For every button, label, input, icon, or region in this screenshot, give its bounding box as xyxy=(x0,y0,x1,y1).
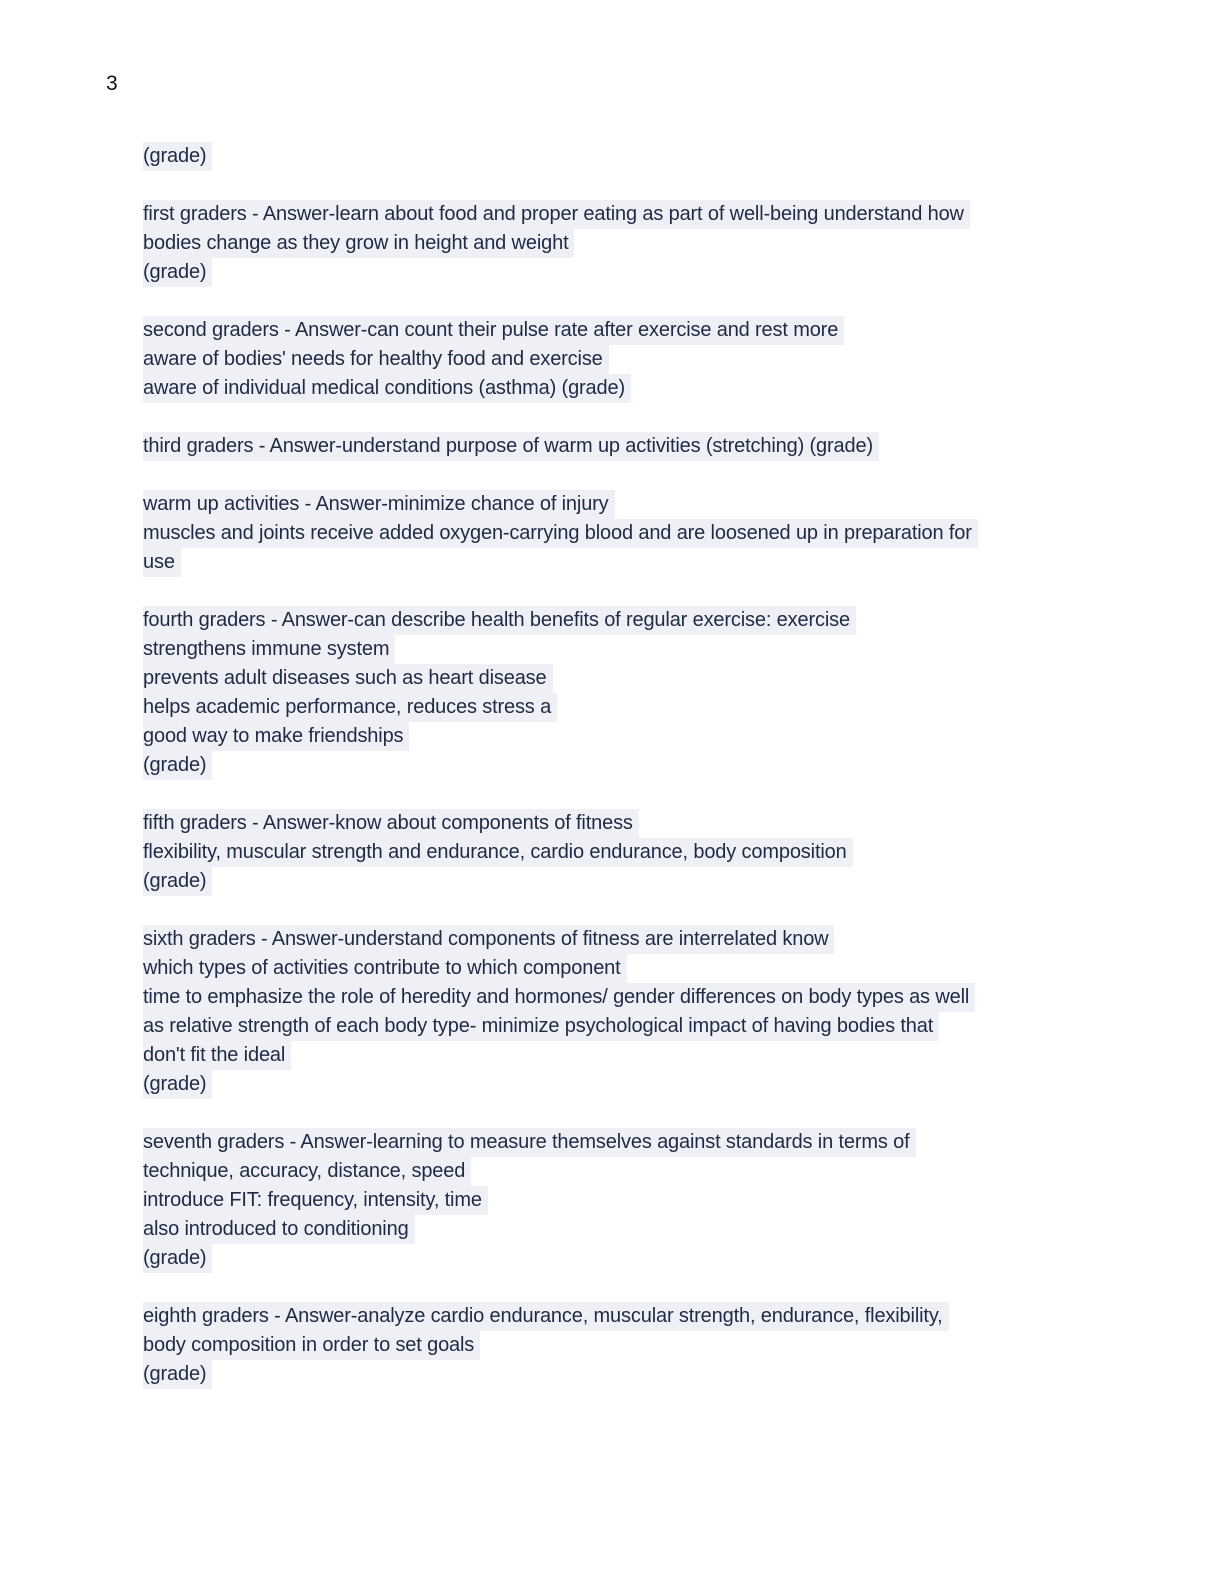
highlighted-text: (grade) xyxy=(143,1244,212,1273)
text-line xyxy=(143,1186,1083,1215)
highlighted-text: don't fit the ideal xyxy=(143,1041,291,1070)
highlighted-text: as relative strength of each body type- minimize psychological impact of having bodies that xyxy=(143,1012,939,1041)
text-line xyxy=(143,258,1083,287)
highlighted-text: time to emphasize the role of heredity and hormones/ gender differences on body types as well xyxy=(143,983,975,1012)
text-line xyxy=(143,1302,1083,1331)
document-body xyxy=(143,142,1083,1389)
text-line xyxy=(143,1360,1083,1389)
paragraph-gap xyxy=(143,896,1083,925)
text-line xyxy=(143,1331,1083,1360)
highlighted-text: flexibility, muscular strength and endurance, cardio endurance, body composition xyxy=(143,838,853,867)
paragraph-gap xyxy=(143,461,1083,490)
text-line xyxy=(143,229,1083,258)
text-line xyxy=(143,606,1083,635)
highlighted-text: (grade) xyxy=(143,1070,212,1099)
text-line xyxy=(143,432,1083,461)
text-line xyxy=(143,345,1083,374)
highlighted-text: (grade) xyxy=(143,142,212,171)
paragraph-gap xyxy=(143,1099,1083,1128)
highlighted-text: fifth graders - Answer-know about components of fitness xyxy=(143,809,639,838)
highlighted-text: bodies change as they grow in height and weight xyxy=(143,229,574,258)
highlighted-text: third graders - Answer-understand purpose of warm up activities (stretching) (grade) xyxy=(143,432,879,461)
text-line xyxy=(143,142,1083,171)
highlighted-text: (grade) xyxy=(143,1360,212,1389)
highlighted-text: introduce FIT: frequency, intensity, time xyxy=(143,1186,488,1215)
highlighted-text: (grade) xyxy=(143,751,212,780)
text-line xyxy=(143,1041,1083,1070)
highlighted-text: muscles and joints receive added oxygen-carrying blood and are loosened up in preparation for xyxy=(143,519,978,548)
text-line xyxy=(143,809,1083,838)
text-line xyxy=(143,316,1083,345)
text-line xyxy=(143,693,1083,722)
text-line xyxy=(143,490,1083,519)
highlighted-text: good way to make friendships xyxy=(143,722,409,751)
paragraph-gap xyxy=(143,577,1083,606)
text-line xyxy=(143,751,1083,780)
paragraph-gap xyxy=(143,403,1083,432)
text-line xyxy=(143,548,1083,577)
text-line xyxy=(143,1244,1083,1273)
highlighted-text: warm up activities - Answer-minimize chance of injury xyxy=(143,490,615,519)
text-line xyxy=(143,635,1083,664)
highlighted-text: prevents adult diseases such as heart disease xyxy=(143,664,553,693)
highlighted-text: technique, accuracy, distance, speed xyxy=(143,1157,471,1186)
highlighted-text: body composition in order to set goals xyxy=(143,1331,480,1360)
text-line xyxy=(143,1157,1083,1186)
highlighted-text: first graders - Answer-learn about food and proper eating as part of well-being understand how xyxy=(143,200,970,229)
highlighted-text: fourth graders - Answer-can describe health benefits of regular exercise: exercise xyxy=(143,606,856,635)
highlighted-text: helps academic performance, reduces stress a xyxy=(143,693,557,722)
highlighted-text: (grade) xyxy=(143,867,212,896)
highlighted-text: (grade) xyxy=(143,258,212,287)
highlighted-text: aware of bodies' needs for healthy food and exercise xyxy=(143,345,609,374)
highlighted-text: strengthens immune system xyxy=(143,635,395,664)
text-line xyxy=(143,867,1083,896)
text-line xyxy=(143,1128,1083,1157)
highlighted-text: eighth graders - Answer-analyze cardio endurance, muscular strength, endurance, flexibility, xyxy=(143,1302,949,1331)
highlighted-text: aware of individual medical conditions (asthma) (grade) xyxy=(143,374,631,403)
text-line xyxy=(143,983,1083,1012)
text-line xyxy=(143,722,1083,751)
text-line xyxy=(143,1215,1083,1244)
highlighted-text: which types of activities contribute to which component xyxy=(143,954,627,983)
highlighted-text: second graders - Answer-can count their pulse rate after exercise and rest more xyxy=(143,316,844,345)
highlighted-text: sixth graders - Answer-understand components of fitness are interrelated know xyxy=(143,925,834,954)
highlighted-text: use xyxy=(143,548,181,577)
paragraph-gap xyxy=(143,780,1083,809)
text-line xyxy=(143,200,1083,229)
text-line xyxy=(143,838,1083,867)
paragraph-gap xyxy=(143,171,1083,200)
text-line xyxy=(143,519,1083,548)
text-line xyxy=(143,1070,1083,1099)
highlighted-text: also introduced to conditioning xyxy=(143,1215,415,1244)
text-line xyxy=(143,664,1083,693)
page-number: 3 xyxy=(106,72,118,95)
paragraph-gap xyxy=(143,287,1083,316)
text-line xyxy=(143,954,1083,983)
text-line xyxy=(143,374,1083,403)
paragraph-gap xyxy=(143,1273,1083,1302)
text-line xyxy=(143,925,1083,954)
highlighted-text: seventh graders - Answer-learning to measure themselves against standards in terms of xyxy=(143,1128,916,1157)
text-line xyxy=(143,1012,1083,1041)
